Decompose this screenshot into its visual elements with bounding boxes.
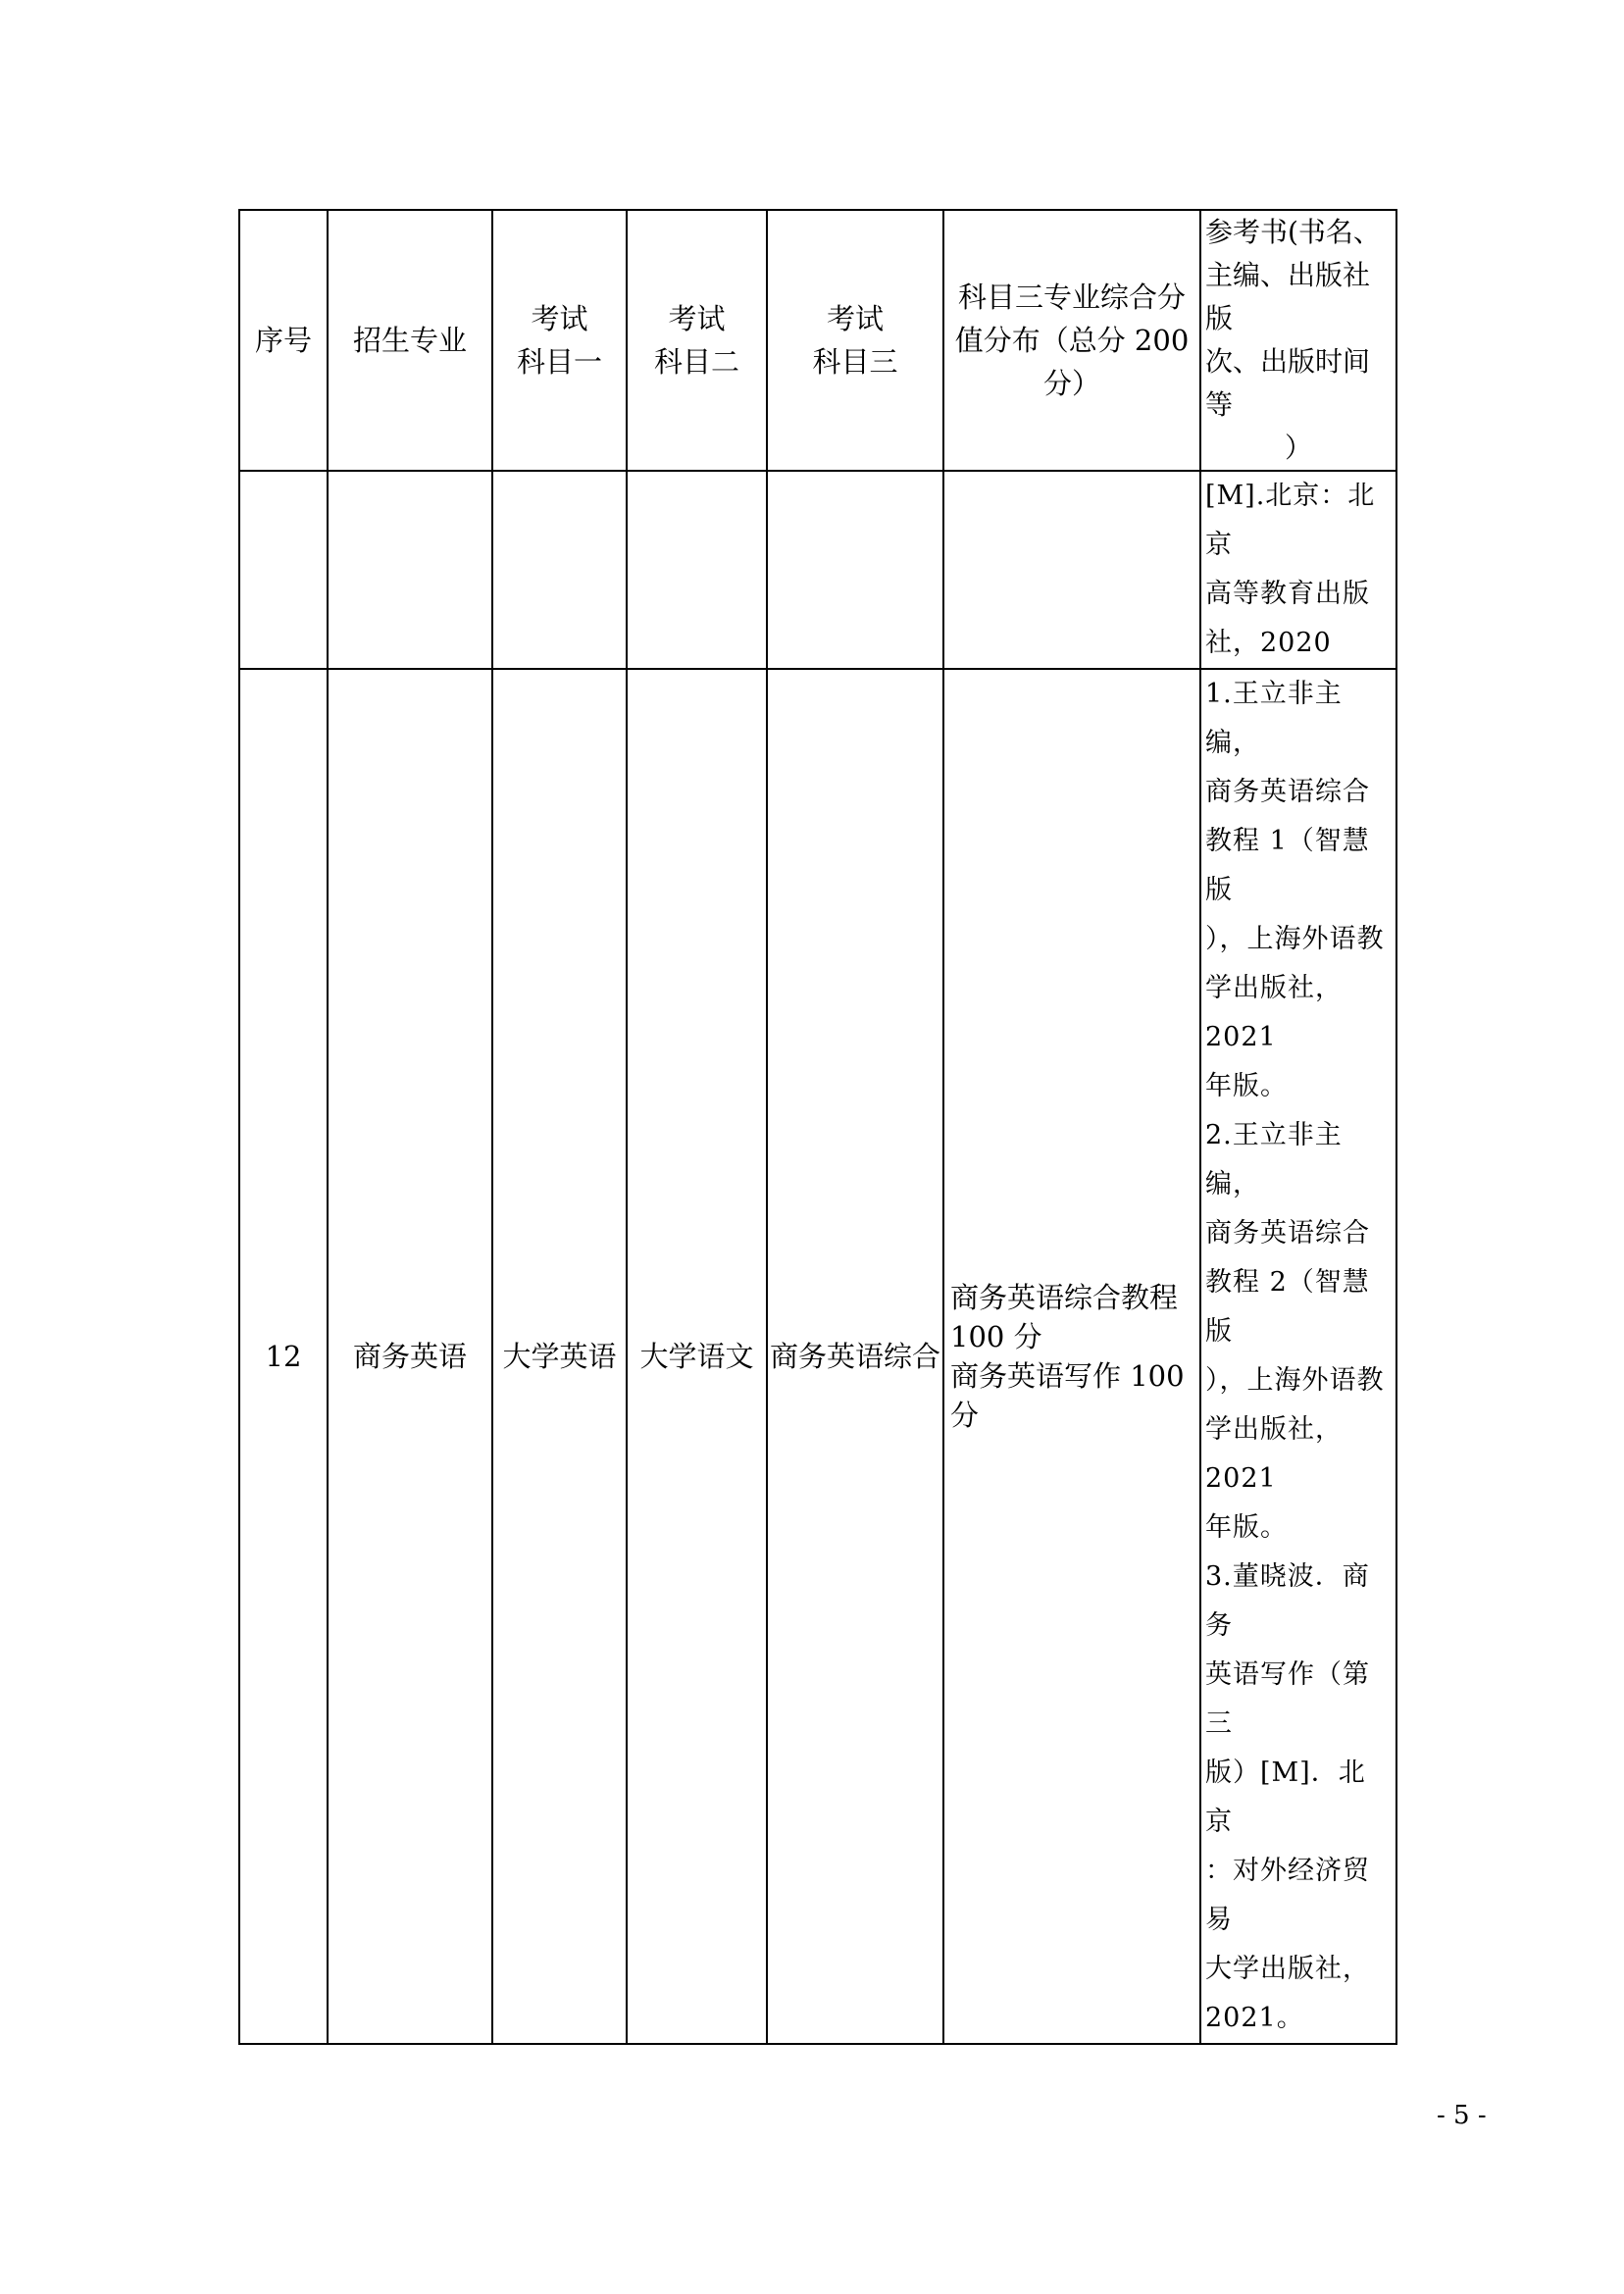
reference-line: ：对外经济贸易 <box>1205 1856 1370 1935</box>
header-distribution: 科目三专业综合分值分布（总分 200 分） <box>943 210 1200 471</box>
reference-line: 年版。 <box>1205 1512 1288 1543</box>
cell-no: 12 <box>239 669 328 2044</box>
header-reference-line4: ） <box>1284 432 1312 464</box>
reference-line: 高等教育出版 <box>1205 579 1370 609</box>
header-subject1-line2: 科目一 <box>516 345 602 379</box>
header-subject1 <box>492 210 627 471</box>
distribution-line: 100 分 <box>950 1320 1042 1353</box>
header-subject2-line1: 考试 <box>668 302 726 335</box>
reference-line: ），上海外语教 <box>1205 924 1385 954</box>
table-row <box>239 669 1396 2044</box>
cell-major: 商务英语 <box>328 669 492 2044</box>
table-row-continued <box>239 471 1396 669</box>
cell-empty <box>943 471 1200 669</box>
header-reference-line1: 参考书(书名、 <box>1205 216 1381 248</box>
cell-reference-continued <box>1200 471 1396 669</box>
page-number: - 5 - <box>1437 2101 1487 2130</box>
header-subject3-line1: 考试 <box>826 302 884 335</box>
reference-line: 教程 2（智慧版 <box>1205 1267 1370 1347</box>
cell-empty <box>627 471 767 669</box>
cell-subject3: 商务英语综合 <box>767 669 943 2044</box>
cell-distribution <box>943 669 1200 2044</box>
reference-line: 年版。 <box>1205 1071 1288 1101</box>
cell-empty <box>767 471 943 669</box>
cell-empty <box>328 471 492 669</box>
cell-reference <box>1200 669 1396 2044</box>
header-subject3-line2: 科目三 <box>812 345 898 379</box>
reference-line: 英语写作（第三 <box>1205 1659 1370 1739</box>
reference-line: 1.王立非主编， <box>1205 679 1343 758</box>
reference-line: 2.王立非主编， <box>1205 1120 1343 1199</box>
reference-line: 学出版社，2021 <box>1205 973 1343 1052</box>
distribution-line: 商务英语写作 100 <box>950 1359 1185 1393</box>
distribution-line: 分 <box>950 1399 980 1432</box>
reference-line: 商务英语综合 <box>1205 1218 1370 1249</box>
reference-line: 3.董晓波．商务 <box>1205 1561 1370 1641</box>
reference-line: 2021。 <box>1205 2003 1304 2033</box>
distribution-line: 商务英语综合教程 <box>950 1281 1179 1314</box>
reference-line: 商务英语综合 <box>1205 777 1370 807</box>
reference-line: 教程 1（智慧版 <box>1205 826 1370 905</box>
table-header-row <box>239 210 1396 471</box>
header-subject3 <box>767 210 943 471</box>
reference-line: [M].北京：北京 <box>1205 481 1376 560</box>
header-subject2-line2: 科目二 <box>653 345 739 379</box>
header-subject1-line1: 考试 <box>531 302 588 335</box>
reference-line: 学出版社，2021 <box>1205 1414 1343 1494</box>
header-no: 序号 <box>239 210 328 471</box>
header-reference-line2: 主编、出版社版 <box>1205 259 1371 334</box>
reference-line: 大学出版社， <box>1205 1954 1370 1984</box>
reference-line: 版）[M]．北京 <box>1205 1758 1366 1837</box>
cell-empty <box>492 471 627 669</box>
cell-subject2: 大学语文 <box>627 669 767 2044</box>
cell-empty <box>239 471 328 669</box>
reference-line: ），上海外语教 <box>1205 1365 1385 1396</box>
reference-line: 社，2020 <box>1205 628 1332 658</box>
header-reference-line3: 次、出版时间等 <box>1205 345 1371 421</box>
header-major: 招生专业 <box>328 210 492 471</box>
header-reference <box>1200 210 1396 471</box>
cell-subject1: 大学英语 <box>492 669 627 2044</box>
exam-subject-table <box>238 209 1397 2045</box>
header-subject2 <box>627 210 767 471</box>
